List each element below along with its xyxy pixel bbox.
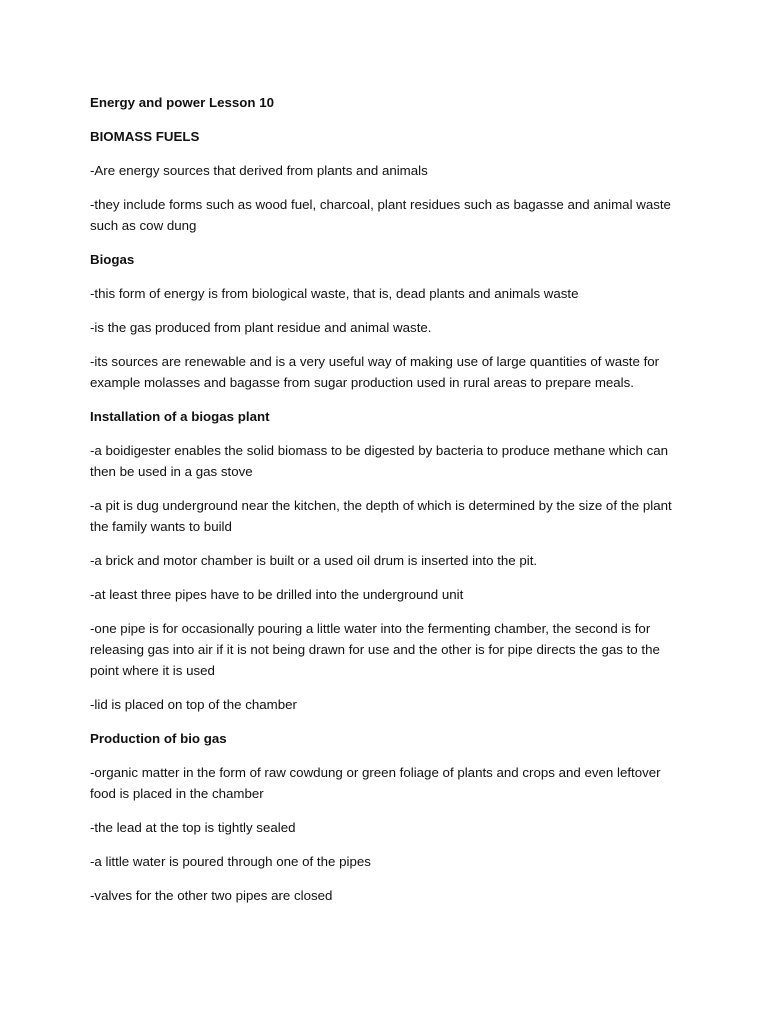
paragraph: -a brick and motor chamber is built or a used oil drum is inserted into the pit. — [90, 553, 538, 568]
paragraph: -the lead at the top is tightly sealed — [90, 820, 296, 835]
paragraph: -organic matter in the form of raw cowdung or green foliage of plants and crops and even leftover food is placed in the chamber — [90, 765, 661, 801]
paragraph: -one pipe is for occasionally pouring a little water into the fermenting chamber, the second is for releasing gas into air if it is not being drawn for use and the other is for pipe directs the gas to the point where it is used — [90, 621, 660, 678]
section-heading-biogas: Biogas — [90, 252, 135, 267]
paragraph: -Are energy sources that derived from plants and animals — [90, 163, 428, 178]
paragraph: -they include forms such as wood fuel, charcoal, plant residues such as bagasse and animal waste such as cow dung — [90, 197, 671, 233]
paragraph: -a pit is dug underground near the kitchen, the depth of which is determined by the size of the plant the family wants to build — [90, 498, 672, 534]
document-title: Energy and power Lesson 10 — [90, 95, 274, 110]
section-heading-production: Production of bio gas — [90, 731, 227, 746]
document-page — [90, 92, 690, 919]
paragraph: -this form of energy is from biological waste, that is, dead plants and animals waste — [90, 286, 579, 301]
paragraph: -is the gas produced from plant residue and animal waste. — [90, 320, 432, 335]
section-heading-installation: Installation of a biogas plant — [90, 409, 270, 424]
paragraph: -lid is placed on top of the chamber — [90, 697, 297, 712]
paragraph: -its sources are renewable and is a very useful way of making use of large quantities of waste for example molasses and bagasse from sugar production used in rural areas to prepare meals. — [90, 354, 660, 390]
section-heading-biomass-fuels: BIOMASS FUELS — [90, 129, 200, 144]
paragraph: -valves for the other two pipes are closed — [90, 888, 333, 903]
paragraph: -at least three pipes have to be drilled into the underground unit — [90, 587, 464, 602]
paragraph: -a little water is poured through one of the pipes — [90, 854, 371, 869]
paragraph: -a boidigester enables the solid biomass to be digested by bacteria to produce methane which can then be used in a gas stove — [90, 443, 669, 479]
